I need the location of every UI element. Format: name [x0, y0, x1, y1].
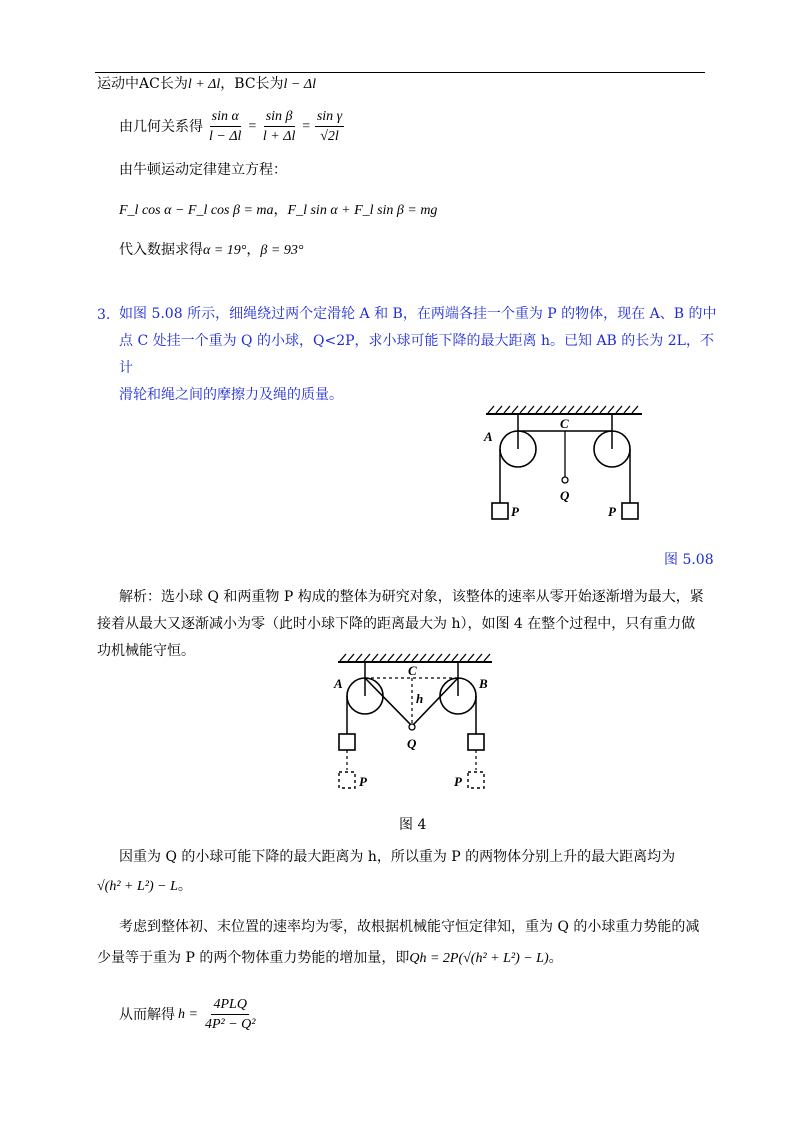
- geometry-relation: [119, 108, 346, 145]
- energy-line-2: [97, 948, 563, 969]
- fraction-numerator: sin β: [264, 108, 295, 127]
- header-rule: [95, 72, 705, 73]
- solution-lhs: h =: [178, 1006, 198, 1022]
- analysis-line: 接着从最大又逐渐减小为零（此时小球下降的距离最大为 h），如图 4 在整个过程中，只有重力做: [97, 616, 696, 632]
- weight-p-right: [622, 503, 638, 519]
- newton-equations: [119, 200, 437, 221]
- fraction-denominator: l − Δl: [209, 129, 242, 144]
- fraction-sin-gamma: [315, 108, 344, 145]
- problem-number: 3.: [97, 307, 111, 323]
- weight-p-left-raised: [339, 734, 355, 750]
- label-c: C: [408, 663, 417, 678]
- newton-equation-horizontal: F_l cos α − F_l cos β = ma: [119, 203, 274, 218]
- distance-expression-line: [97, 876, 192, 897]
- bc-expression: l − Δl: [283, 77, 316, 92]
- newton-equation-vertical: F_l sin α + F_l sin β = mg: [287, 203, 438, 218]
- problem-line: 如图 5.08 所示，细绳绕过两个定滑轮 A 和 B，在两端各挂一个重为 P 的物体，现在 A、B 的中: [119, 306, 717, 322]
- figure-5-08: [480, 400, 650, 530]
- fraction-sin-alpha: [207, 108, 243, 145]
- energy-text: 少量等于重为 P 的两个物体重力势能的增加量，即: [97, 950, 410, 966]
- problem-line: 滑轮和绳之间的摩擦力及绳的质量。: [119, 387, 343, 403]
- weight-p-left: [492, 503, 508, 519]
- result-line: [119, 240, 303, 261]
- problem-line: 点 C 处挂一个重为 Q 的小球，Q<2P，求小球可能下降的最大距离 h。已知 AB 的长为 2L，不计: [119, 333, 714, 376]
- solution-line: [119, 996, 259, 1033]
- label-h: h: [416, 691, 424, 706]
- figure-caption-4: 图 4: [399, 817, 427, 833]
- ac-expression: l + Δl: [187, 77, 221, 92]
- motion-mid: ，BC长为: [220, 76, 284, 92]
- result-prefix: 代入数据求得: [119, 242, 203, 258]
- ceiling-hatching: [340, 654, 490, 661]
- weight-p-right-initial: [468, 772, 484, 788]
- fraction-denominator: √2l: [320, 129, 339, 144]
- analysis-line: 功机械能守恒。: [97, 643, 195, 659]
- fraction-denominator: 4P² − Q²: [204, 1017, 256, 1032]
- alpha-value: α = 19°: [203, 243, 247, 258]
- newton-separator: ，: [273, 202, 288, 218]
- motion-lengths-line: [97, 74, 316, 95]
- label-p-right: P: [454, 774, 462, 789]
- fraction-numerator: sin γ: [315, 108, 344, 127]
- label-c: C: [560, 416, 569, 431]
- distance-end: 。: [177, 878, 192, 894]
- distance-line: 因重为 Q 的小球可能下降的最大距离为 h，所以重为 P 的两物体分别上升的最大距离均为: [119, 849, 676, 865]
- analysis-line: 解析：选小球 Q 和两重物 P 构成的整体为研究对象，该整体的速率从零开始逐渐增为最大，紧: [119, 589, 704, 605]
- solution-fraction: [203, 996, 258, 1033]
- fraction-denominator: l + Δl: [262, 129, 296, 144]
- energy-line: 考虑到整体初、末位置的速率均为零，故根据机械能守恒定律知，重为 Q 的小球重力势能的减: [119, 919, 700, 935]
- fraction-sin-beta: [261, 108, 297, 145]
- motion-prefix: 运动中AC长为: [97, 76, 188, 92]
- equals-sign: =: [301, 118, 311, 134]
- fraction-numerator: 4PLQ: [211, 996, 248, 1015]
- ceiling-hatching: [488, 406, 638, 413]
- weight-p-left-initial: [339, 772, 355, 788]
- equals-sign: =: [247, 118, 257, 134]
- label-a: A: [484, 429, 493, 444]
- geometry-prefix: 由几何关系得: [119, 118, 203, 135]
- solution-prefix: 从而解得: [119, 1006, 175, 1023]
- energy-end: 。: [548, 950, 563, 966]
- ball-q: [562, 477, 568, 483]
- label-q: Q: [407, 736, 417, 751]
- weight-p-right-raised: [468, 734, 484, 750]
- figure-caption-5-08: 图 5.08: [664, 552, 714, 568]
- newton-label: 由牛顿运动定律建立方程：: [119, 162, 287, 178]
- energy-equation: Qh = 2P(√(h² + L²) − L): [409, 951, 549, 966]
- fraction-numerator: sin α: [210, 108, 241, 127]
- label-q: Q: [560, 488, 570, 503]
- label-p-left: P: [359, 774, 367, 789]
- label-p-right: P: [608, 504, 616, 519]
- result-separator: ，: [246, 242, 261, 258]
- rise-distance-expression: √(h² + L²) − L: [97, 879, 178, 894]
- label-p-left: P: [511, 504, 519, 519]
- label-b: B: [479, 676, 488, 691]
- ball-q: [409, 724, 415, 730]
- figure-4: [330, 648, 500, 798]
- problem-statement: [119, 301, 719, 409]
- beta-value: β = 93°: [260, 243, 304, 258]
- label-a: A: [334, 676, 343, 691]
